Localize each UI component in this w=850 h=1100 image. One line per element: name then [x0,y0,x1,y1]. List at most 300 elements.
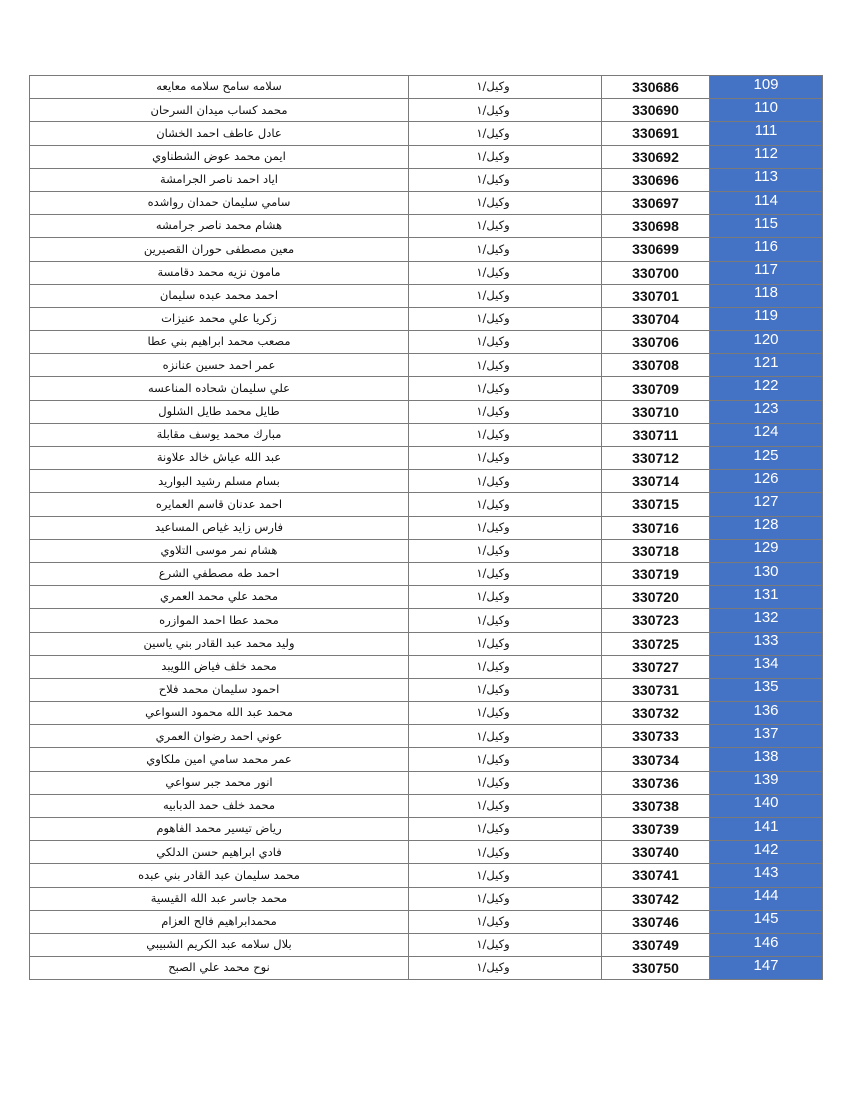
member-code-text: 330738 [632,797,679,814]
row-number-cell [710,678,823,701]
member-type-cell [409,957,602,980]
member-type-text: وكيل/١ [476,519,510,534]
member-name-cell [30,470,409,493]
row-number-text: 109 [753,75,779,93]
member-type-text: وكيل/١ [476,659,510,674]
member-code-text: 330708 [632,357,679,374]
row-number-cell [710,76,823,99]
member-name-cell [30,423,409,446]
member-type-text: وكيل/١ [476,635,510,650]
member-code-cell [602,678,710,701]
member-type-cell [409,910,602,933]
member-name-text: احمود سليمان محمد فلاح [158,682,280,697]
member-type-text: وكيل/١ [476,589,510,604]
row-number-cell [710,887,823,910]
row-number-text: 137 [753,724,779,742]
row-number-text: 141 [753,817,779,835]
table-row [30,377,823,400]
row-number-cell [710,818,823,841]
table-row [30,284,823,307]
member-type-cell [409,493,602,516]
row-number-text: 126 [753,469,779,487]
row-number-text: 147 [753,956,779,974]
member-name-text: احمد عدنان قاسم العمايره [155,496,283,511]
row-number-cell [710,516,823,539]
row-number-text: 128 [753,516,779,534]
member-name-text: مامون نزيه محمد دقامسة [157,264,281,279]
row-number-text: 115 [754,214,778,232]
member-code-text: 330700 [632,264,679,281]
member-code-text: 330698 [632,218,679,235]
roster-table [29,75,823,980]
row-number-text: 113 [754,168,778,186]
member-code-cell [602,516,710,539]
member-code-cell [602,562,710,585]
member-name-cell [30,678,409,701]
member-type-text: وكيل/١ [476,311,510,326]
table-row [30,423,823,446]
table-row [30,215,823,238]
table-row [30,609,823,632]
member-type-text: وكيل/١ [476,566,510,581]
member-code-text: 330727 [632,658,679,675]
row-number-text: 129 [753,539,779,557]
member-code-cell [602,748,710,771]
row-number-text: 119 [754,307,778,325]
member-type-cell [409,818,602,841]
row-number-cell [710,238,823,261]
member-code-text: 330723 [632,612,679,629]
row-number-text: 117 [754,261,778,279]
row-number-cell [710,284,823,307]
member-type-text: وكيل/١ [476,79,510,94]
member-type-cell [409,539,602,562]
member-type-cell [409,794,602,817]
member-code-cell [602,794,710,817]
member-name-text: فارس زايد غياص المساعيد [155,519,283,534]
table-row [30,261,823,284]
member-code-cell [602,493,710,516]
member-type-text: وكيل/١ [476,867,510,882]
member-code-text: 330750 [632,960,679,977]
table-row [30,818,823,841]
member-type-cell [409,725,602,748]
member-type-text: وكيل/١ [476,241,510,256]
member-type-text: وكيل/١ [476,705,510,720]
member-code-cell [602,215,710,238]
member-type-text: وكيل/١ [476,334,510,349]
table-row [30,99,823,122]
member-type-text: وكيل/١ [476,125,510,140]
member-name-cell [30,400,409,423]
member-code-text: 330686 [632,79,679,96]
member-type-text: وكيل/١ [476,148,510,163]
table-row [30,702,823,725]
row-number-text: 146 [753,933,779,951]
member-name-text: هشام نمر موسى التلاوي [160,543,278,558]
member-name-text: محمد خلف حمد الدبابيه [162,798,276,813]
row-number-cell [710,609,823,632]
member-name-cell [30,794,409,817]
member-code-text: 330712 [632,450,679,467]
member-name-text: عوني احمد رضوان العمري [155,728,283,743]
table-row [30,957,823,980]
member-type-cell [409,423,602,446]
row-number-text: 116 [754,237,778,255]
member-code-cell [602,887,710,910]
member-name-text: عمر احمد حسين عنانزه [162,357,276,372]
member-code-cell [602,99,710,122]
member-name-text: مصعب محمد ابراهيم بني عطا [147,334,291,349]
member-type-cell [409,447,602,470]
table-row [30,655,823,678]
row-number-cell [710,377,823,400]
member-name-cell [30,655,409,678]
member-name-cell [30,562,409,585]
member-name-text: فادي ابراهيم حسن الدلكي [156,844,282,859]
member-code-text: 330741 [632,867,679,884]
member-name-cell [30,261,409,284]
member-name-text: محمد كساب ميدان السرحان [150,102,288,117]
row-number-cell [710,539,823,562]
member-code-text: 330749 [632,937,679,954]
member-name-text: عبد الله عياش خالد علاونة [156,450,282,465]
member-type-text: وكيل/١ [476,264,510,279]
member-code-text: 330733 [632,728,679,745]
row-number-cell [710,261,823,284]
member-type-cell [409,841,602,864]
member-name-text: انور محمد جبر سواعي [165,774,273,789]
member-name-cell [30,887,409,910]
member-type-text: وكيل/١ [476,728,510,743]
member-name-cell [30,586,409,609]
table-row [30,539,823,562]
member-name-text: سامي سليمان حمدان رواشده [147,195,291,210]
member-code-text: 330731 [632,681,679,698]
member-code-text: 330709 [632,380,679,397]
row-number-text: 131 [753,585,779,603]
member-name-text: رياض تيسير محمد الفاهوم [156,821,282,836]
row-number-text: 125 [753,446,779,464]
member-name-text: زكريا علي محمد عنيزات [161,311,277,326]
row-number-cell [710,841,823,864]
row-number-cell [710,122,823,145]
row-number-text: 122 [753,377,779,395]
member-name-cell [30,933,409,956]
member-type-cell [409,609,602,632]
member-name-cell [30,725,409,748]
member-name-cell [30,191,409,214]
member-type-cell [409,354,602,377]
row-number-cell [710,423,823,446]
member-name-text: بلال سلامه عبد الكريم الشبيبي [146,937,292,952]
row-number-text: 135 [753,678,779,696]
member-code-text: 330691 [632,125,679,142]
member-name-cell [30,168,409,191]
member-name-text: اياد احمد ناصر الجرامشة [159,172,279,187]
member-name-cell [30,771,409,794]
member-type-text: وكيل/١ [476,403,510,418]
row-number-text: 139 [753,771,779,789]
member-type-text: وكيل/١ [476,751,510,766]
row-number-text: 130 [753,562,779,580]
table-row [30,887,823,910]
member-name-cell [30,864,409,887]
member-type-text: وكيل/١ [476,914,510,929]
member-code-text: 330715 [632,496,679,513]
row-number-text: 121 [753,353,779,371]
row-number-text: 111 [754,121,778,139]
member-type-text: وكيل/١ [476,172,510,187]
row-number-cell [710,447,823,470]
member-name-text: محمد عبد الله محمود السواعي [145,705,293,720]
row-number-cell [710,702,823,725]
table-row [30,354,823,377]
member-type-text: وكيل/١ [476,380,510,395]
table-row [30,191,823,214]
row-number-cell [710,910,823,933]
member-code-text: 330692 [632,148,679,165]
member-name-cell [30,609,409,632]
row-number-text: 140 [753,794,779,812]
member-type-text: وكيل/١ [476,102,510,117]
member-name-cell [30,539,409,562]
member-name-cell [30,377,409,400]
member-name-cell [30,702,409,725]
member-code-cell [602,539,710,562]
member-type-text: وكيل/١ [476,798,510,813]
member-code-text: 330739 [632,821,679,838]
table-row [30,771,823,794]
table-row [30,910,823,933]
member-type-cell [409,307,602,330]
table-row [30,864,823,887]
member-code-cell [602,261,710,284]
member-type-cell [409,215,602,238]
member-type-cell [409,168,602,191]
member-type-cell [409,655,602,678]
member-name-cell [30,516,409,539]
row-number-text: 112 [754,145,778,163]
member-code-text: 330701 [632,287,679,304]
row-number-text: 143 [753,863,779,881]
member-code-cell [602,841,710,864]
member-name-cell [30,99,409,122]
member-code-cell [602,400,710,423]
member-name-cell [30,818,409,841]
member-code-cell [602,864,710,887]
table-row [30,400,823,423]
member-code-cell [602,910,710,933]
row-number-cell [710,145,823,168]
row-number-text: 110 [754,98,778,116]
member-type-cell [409,122,602,145]
row-number-cell [710,957,823,980]
member-type-text: وكيل/١ [476,195,510,210]
member-code-cell [602,307,710,330]
member-type-text: وكيل/١ [476,218,510,233]
member-type-cell [409,261,602,284]
member-code-text: 330734 [632,751,679,768]
member-code-cell [602,586,710,609]
member-name-cell [30,122,409,145]
member-name-cell [30,354,409,377]
member-name-cell [30,632,409,655]
member-name-cell [30,841,409,864]
table-row [30,238,823,261]
member-type-text: وكيل/١ [476,890,510,905]
row-number-text: 145 [753,910,779,928]
member-code-cell [602,957,710,980]
member-code-cell [602,122,710,145]
table-row [30,145,823,168]
row-number-cell [710,307,823,330]
member-type-cell [409,145,602,168]
member-name-cell [30,331,409,354]
member-name-text: احمد محمد عبده سليمان [159,288,279,303]
row-number-cell [710,632,823,655]
member-type-text: وكيل/١ [476,821,510,836]
member-code-text: 330719 [632,566,679,583]
member-name-cell [30,215,409,238]
row-number-cell [710,215,823,238]
row-number-cell [710,470,823,493]
row-number-cell [710,586,823,609]
member-name-text: محمد عطا احمد الموازره [159,612,279,627]
table-row [30,933,823,956]
member-name-cell [30,748,409,771]
row-number-cell [710,493,823,516]
table-row [30,493,823,516]
member-code-text: 330740 [632,844,679,861]
table-row [30,76,823,99]
member-code-cell [602,725,710,748]
member-type-cell [409,191,602,214]
member-type-cell [409,748,602,771]
row-number-cell [710,748,823,771]
row-number-text: 136 [753,701,779,719]
member-code-text: 330736 [632,774,679,791]
row-number-text: 114 [754,191,778,209]
member-code-cell [602,655,710,678]
member-name-text: علي سليمان شحاده المناعسه [147,380,291,395]
row-number-cell [710,864,823,887]
member-type-cell [409,76,602,99]
table-row [30,678,823,701]
member-type-text: وكيل/١ [476,543,510,558]
member-code-text: 330696 [632,171,679,188]
member-code-cell [602,609,710,632]
member-code-cell [602,632,710,655]
member-name-cell [30,76,409,99]
row-number-text: 144 [753,887,779,905]
member-type-cell [409,562,602,585]
member-code-text: 330697 [632,195,679,212]
member-code-text: 330704 [632,310,679,327]
member-type-text: وكيل/١ [476,960,510,975]
member-code-text: 330706 [632,334,679,351]
table-row [30,725,823,748]
member-code-cell [602,818,710,841]
row-number-cell [710,771,823,794]
member-code-text: 330699 [632,241,679,258]
row-number-cell [710,562,823,585]
member-type-cell [409,516,602,539]
member-name-text: محمد علي محمد العمري [160,589,278,604]
row-number-cell [710,354,823,377]
row-number-text: 124 [753,423,779,441]
member-name-text: ايمن محمد عوض الشطناوي [152,148,286,163]
row-number-cell [710,400,823,423]
member-name-cell [30,238,409,261]
member-name-text: نوح محمد علي الصبح [168,960,270,975]
row-number-text: 127 [753,492,779,510]
roster-table-body [30,76,823,980]
table-row [30,586,823,609]
row-number-cell [710,168,823,191]
table-row [30,748,823,771]
member-code-text: 330720 [632,589,679,606]
member-type-cell [409,377,602,400]
member-type-text: وكيل/١ [476,496,510,511]
member-name-text: احمد طه مصطفي الشرع [158,566,280,581]
member-name-text: وليد محمد عبد القادر بني ياسين [143,635,295,650]
row-number-cell [710,99,823,122]
member-code-text: 330742 [632,890,679,907]
member-type-cell [409,632,602,655]
member-type-text: وكيل/١ [476,682,510,697]
member-name-text: سلامه سامح سلامه معايعه [156,79,282,94]
member-code-cell [602,702,710,725]
member-type-cell [409,284,602,307]
row-number-text: 132 [753,608,779,626]
member-type-cell [409,678,602,701]
table-row [30,168,823,191]
member-name-cell [30,307,409,330]
member-code-cell [602,377,710,400]
table-row [30,447,823,470]
member-name-text: محمدابراهيم فالح العزام [161,914,277,929]
member-code-cell [602,76,710,99]
member-code-text: 330716 [632,519,679,536]
member-name-text: هشام محمد ناصر جرامشه [155,218,283,233]
table-row [30,122,823,145]
member-type-cell [409,99,602,122]
member-type-cell [409,702,602,725]
member-code-cell [602,145,710,168]
member-name-cell [30,284,409,307]
member-name-text: طايل محمد طايل الشلول [158,403,280,418]
row-number-cell [710,655,823,678]
member-code-cell [602,447,710,470]
row-number-cell [710,933,823,956]
member-type-text: وكيل/١ [476,357,510,372]
member-type-text: وكيل/١ [476,937,510,952]
member-code-text: 330725 [632,635,679,652]
member-code-text: 330711 [632,426,679,443]
member-type-cell [409,331,602,354]
table-row [30,470,823,493]
row-number-cell [710,331,823,354]
member-type-cell [409,933,602,956]
member-type-cell [409,470,602,493]
member-code-cell [602,423,710,446]
member-code-cell [602,284,710,307]
row-number-text: 120 [753,330,779,348]
row-number-cell [710,725,823,748]
member-name-text: عادل عاطف احمد الخشان [156,125,282,140]
row-number-cell [710,191,823,214]
